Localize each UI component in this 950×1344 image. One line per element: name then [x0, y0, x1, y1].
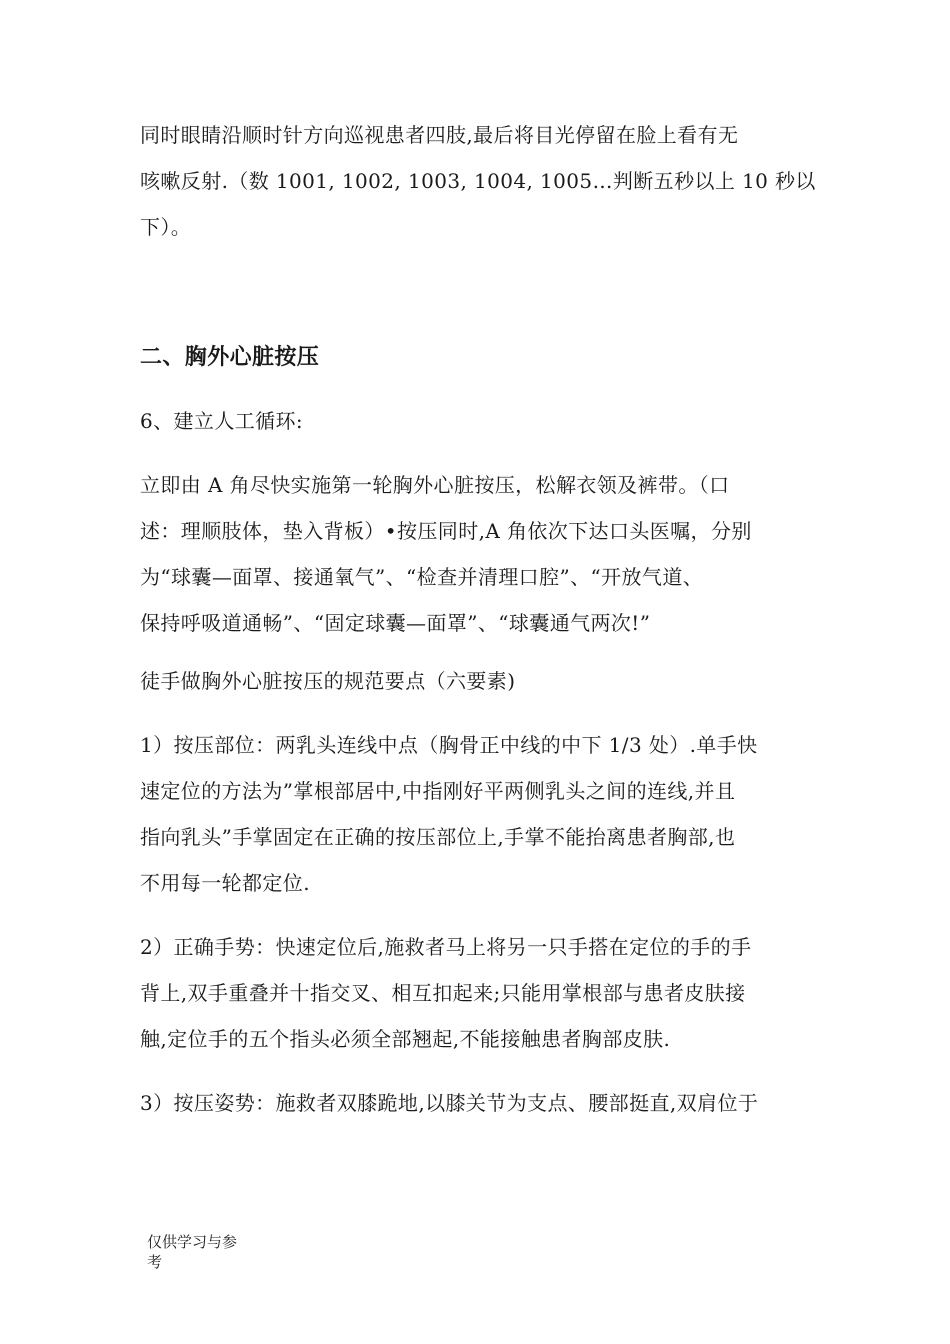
text-line: 咳嗽反射.（数 1001, 1002, 1003, 1004, 1005…判断五秒以上 10 秒以	[140, 169, 816, 193]
spacer	[140, 380, 810, 398]
instructions-paragraph	[140, 462, 810, 646]
text-line: 触,定位手的五个指头必须全部翘起,不能接触患者胸部皮肤.	[140, 1027, 671, 1051]
spacer	[140, 646, 810, 658]
text-line: 背上,双手重叠并十指交叉、相互扣起来;只能用掌根部与患者皮肤接	[140, 981, 746, 1005]
text-line: 述：理顺肢体，垫入背板）•按压同时,A 角依次下达口头医嘱，分别	[140, 519, 752, 543]
intro-paragraph	[140, 112, 816, 250]
text-line: 速定位的方法为”掌根部居中,中指刚好平两侧乳头之间的连线,并且	[140, 779, 736, 803]
text-line: 1）按压部位：两乳头连线中点（胸骨正中线的中下 1/3 处）.单手快	[140, 733, 758, 757]
step-heading	[140, 398, 810, 444]
spacer	[140, 444, 810, 462]
document-body	[140, 112, 816, 1126]
footer-line: 仅供学习与参	[147, 1233, 238, 1251]
spacer	[140, 704, 810, 722]
spacer	[140, 314, 810, 334]
section-heading: 二、胸外心脏按压	[140, 344, 320, 370]
text-line: 3）按压姿势：施救者双膝跪地,以膝关节为支点、腰部挺直,双肩位于	[140, 1091, 759, 1115]
spacer	[140, 250, 810, 314]
text-line: 保持呼吸道通畅”、“固定球囊—面罩”、“球囊通气两次!”	[140, 611, 651, 635]
text-line: 同时眼睛沿顺时针方向巡视患者四肢,最后将目光停留在脸上看有无	[140, 123, 739, 147]
spacer	[140, 906, 810, 924]
text-line: 6、建立人工循环:	[140, 409, 304, 433]
points-heading	[140, 658, 810, 704]
spacer	[140, 1062, 810, 1080]
text-line: 立即由 A 角尽快实施第一轮胸外心脏按压，松解衣领及裤带。（口	[140, 473, 730, 497]
footer-note	[147, 1232, 267, 1272]
text-line: 2）正确手势：快速定位后,施救者马上将另一只手搭在定位的手的手	[140, 935, 752, 959]
point-1-paragraph	[140, 722, 810, 906]
point-3-paragraph	[140, 1080, 810, 1126]
text-line: 为“球囊—面罩、接通氧气”、“检查并清理口腔”、“开放气道、	[140, 565, 704, 589]
text-line: 下）。	[140, 215, 192, 239]
footer-line: 考	[147, 1253, 163, 1271]
point-2-paragraph	[140, 924, 810, 1062]
text-line: 不用每一轮都定位.	[140, 871, 310, 895]
text-line: 指向乳头”手掌固定在正确的按压部位上,手掌不能抬离患者胸部,也	[140, 825, 736, 849]
text-line: 徒手做胸外心脏按压的规范要点（六要素)	[140, 669, 516, 693]
